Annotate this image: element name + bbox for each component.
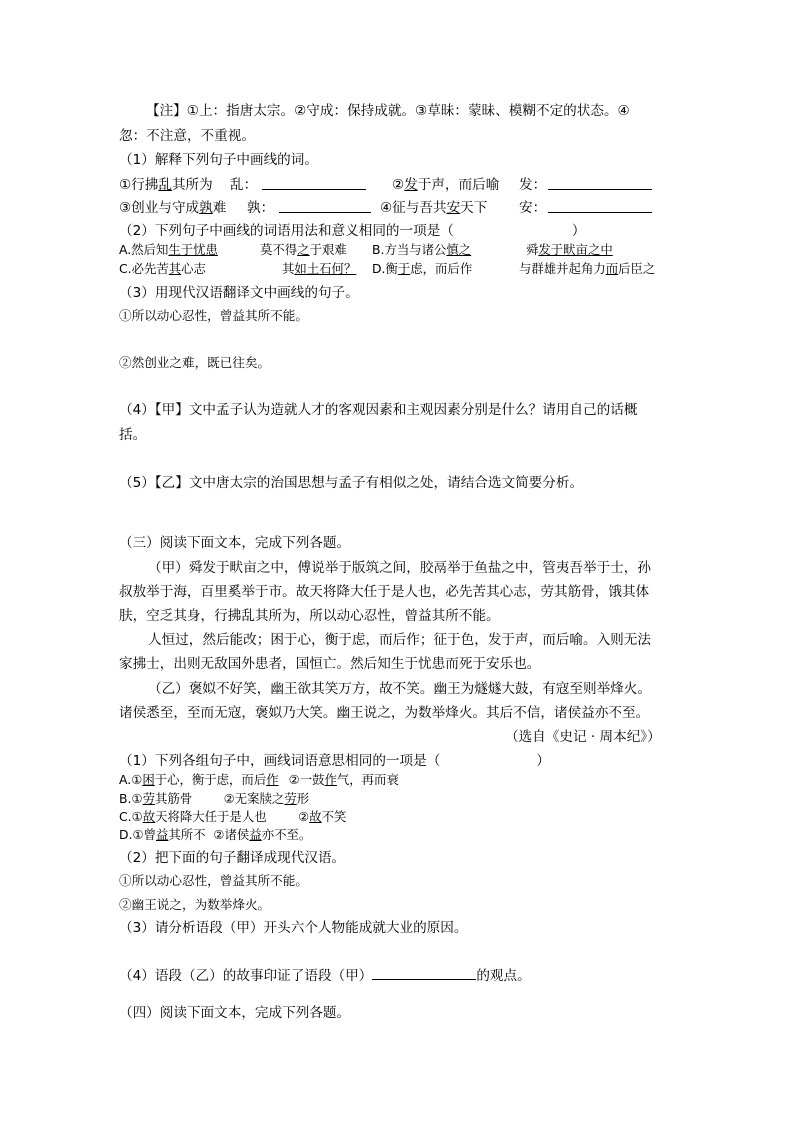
note-line-1: 【注】①上：指唐太宗。②守成：保持成就。③草昧：蒙昧、模糊不定的状态。④ <box>146 103 630 119</box>
s3-q1-option-a: A.①困于心，衡于虑，而后作 ②一鼓作气，再而衰 <box>119 772 399 787</box>
answer-blank-c[interactable] <box>279 199 371 213</box>
s3-q2-prompt: （2）把下面的句子翻译成现代汉语。 <box>119 850 346 866</box>
q1-item-a-label: 乱： <box>230 177 258 193</box>
answer-blank-b[interactable] <box>548 176 652 190</box>
answer-blank-a[interactable] <box>262 176 366 190</box>
q1-prompt: （1）解释下列句子中画线的词。 <box>119 152 318 168</box>
q4-line-1: （4）【甲】文中孟子认为造就人才的客观因素和主观因素分别是什么？请用自己的话概 <box>119 402 638 418</box>
passage-jia-line-4: 人恒过，然后能改；困于心，衡于虑，而后作；征于色，发于声，而后喻。入则无法 <box>148 632 651 648</box>
q4-line-2: 括。 <box>119 427 147 443</box>
passage-jia-line-5: 家拂士，出则无敌国外患者，国恒亡。然后知生于忧患而死于安乐也。 <box>119 656 541 672</box>
q2-option-b-left: B.方当与诸公慎之 <box>372 242 472 257</box>
answer-blank-d[interactable] <box>548 199 652 213</box>
q2-option-c-left: C.必先苦其心志 <box>119 261 206 276</box>
s3-q1-option-c: C.①故天将降大任于是人也 ②故不笑 <box>119 809 347 824</box>
answer-blank-s3-q4[interactable] <box>372 966 476 980</box>
passage-jia-line-2: 叔敖举于海，百里奚举于市。故天将降大任于是人也，必先苦其心志，劳其筋骨，饿其体 <box>119 584 650 600</box>
s3-q4-prompt: （4）语段（乙）的故事印证了语段（甲） 的观点。 <box>119 968 531 984</box>
q5-prompt: （5）【乙】文中唐太宗的治国思想与孟子有相似之处，请结合选文简要分析。 <box>119 475 584 491</box>
s3-q3-prompt: （3）请分析语段（甲）开头六个人物能成就大业的原因。 <box>119 920 468 936</box>
q1-item-b-label: 发： <box>519 177 547 193</box>
s3-q1-option-d: D.①曾益其所不 ②诸侯益亦不至。 <box>119 827 312 842</box>
q2-option-a-right: 莫不得之于艰难 <box>260 242 347 257</box>
passage-yi-line-2: 诸侯悉至，至而无寇，褒姒乃大笑。幽王说之，为数举烽火。其后不信，诸侯益亦不至。 <box>119 705 650 721</box>
q1-item-d: ④征与吾共安天下 <box>380 200 488 216</box>
q1-item-d-label: 安： <box>519 200 547 216</box>
s3-q2-sentence-2: ②幽王说之，为数举烽火。 <box>119 897 271 912</box>
section4-heading: （四）阅读下面文本，完成下列各题。 <box>119 1005 351 1021</box>
s3-q2-sentence-1: ①所以动心忍性，曾益其所不能。 <box>119 873 308 888</box>
q3-sentence-1: ①所以动心忍性，曾益其所不能。 <box>119 308 308 323</box>
passage-yi-line-1: （乙）褒姒不好笑，幽王欲其笑万方，故不笑。幽王为燧燧大鼓，有寇至则举烽火。 <box>148 681 651 697</box>
s3-q1-option-b: B.①劳其筋骨 ②无案牍之劳形 <box>119 791 310 806</box>
section3-heading: （三）阅读下面文本，完成下列各题。 <box>119 535 351 551</box>
q2-option-d-right: 与群雄并起角力而后臣之 <box>519 261 656 276</box>
note-line-2: 忽：不注意，不重视。 <box>119 128 255 144</box>
q2-option-d-left: D.衡于虑，而后作 <box>372 261 473 276</box>
s3-q1-prompt: （1）下列各组句子中，画线词语意思相同的一项是（ ） <box>119 753 550 769</box>
q1-item-c-label: 孰： <box>247 200 275 216</box>
q3-sentence-2: ②然创业之难，既已往矣。 <box>119 355 271 370</box>
q2-option-a-left: A.然后知生于忧患 <box>119 242 218 257</box>
passage-jia-line-1: （甲）舜发于畎亩之中，傅说举于版筑之间，胶鬲举于鱼盐之中，管夷吾举于士，孙 <box>148 560 651 576</box>
q1-item-b: ②发于声，而后喻 <box>392 177 500 193</box>
q1-item-c: ③创业与守成孰难 <box>119 200 227 216</box>
q2-prompt: （2）下列句子中画线的词语用法和意义相同的一项是（ ） <box>119 223 586 239</box>
q2-option-c-right: 其如土石何？ <box>282 261 357 276</box>
passage-jia-line-3: 肤，空乏其身，行拂乱其所为，所以动心忍性，曾益其所不能。 <box>119 608 500 624</box>
q2-option-b-right: 舜发于畎亩之中 <box>526 242 613 257</box>
q3-prompt: （3）用现代汉语翻译文中画线的句子。 <box>119 285 359 301</box>
passage-source: （选自《史记 · 周本纪》） <box>505 729 661 745</box>
q1-item-a: ①行拂乱其所为 <box>119 177 213 193</box>
